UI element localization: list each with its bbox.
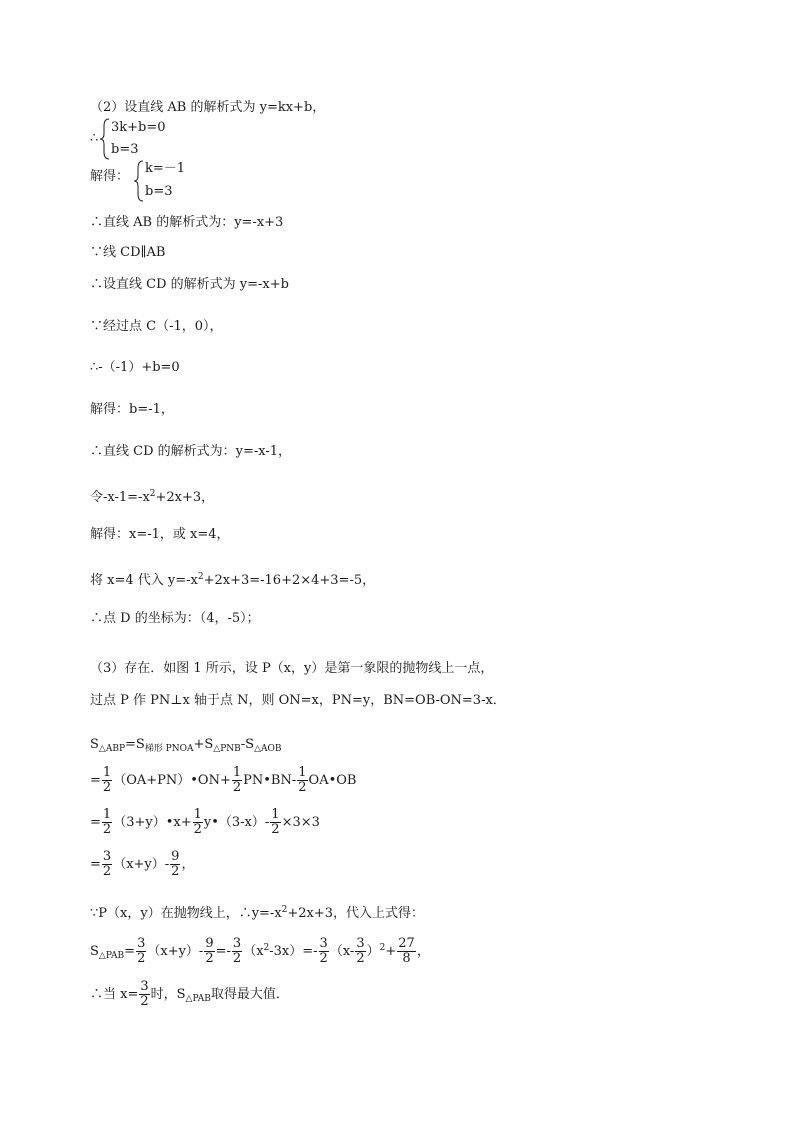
text: OA•OB bbox=[308, 773, 357, 788]
fraction bbox=[139, 980, 149, 1009]
exponent: 2 bbox=[281, 905, 288, 915]
numerator: 3 bbox=[356, 936, 365, 951]
exponent: 2 bbox=[379, 943, 386, 953]
text: 将 x=4 代入 y=-x bbox=[90, 573, 198, 588]
numerator: 3 bbox=[102, 849, 112, 864]
text: = bbox=[90, 773, 101, 788]
text: =- bbox=[215, 944, 231, 959]
text: （OA+PN）•ON+ bbox=[113, 773, 231, 788]
area-definition bbox=[90, 736, 282, 758]
line-point-d: ∴点 D 的坐标为：（4，-5）； bbox=[90, 611, 260, 626]
denominator: 2 bbox=[140, 994, 149, 1009]
text: +2x+3=-16+2×4+3=-5， bbox=[203, 573, 376, 588]
subscript: 梯形 PNOA bbox=[144, 744, 194, 754]
text: + bbox=[385, 944, 397, 959]
final-area-expression bbox=[90, 937, 430, 966]
text: S bbox=[90, 737, 99, 752]
line-cd-result: ∴直线 CD 的解析式为：y=-x-1， bbox=[90, 444, 292, 459]
numerator: 9 bbox=[171, 849, 180, 864]
text: （3+y）•x+ bbox=[113, 815, 192, 830]
line-solve-b: 解得：b=-1， bbox=[90, 402, 174, 417]
fraction bbox=[232, 937, 242, 966]
numerator: 3 bbox=[319, 936, 328, 951]
text: -S bbox=[240, 737, 255, 752]
solve-label: 解得： bbox=[90, 169, 130, 184]
text: = bbox=[90, 857, 101, 872]
text: 令-x-1=-x bbox=[90, 490, 150, 505]
exponent: 2 bbox=[197, 572, 204, 582]
denominator: 2 bbox=[298, 780, 307, 795]
numerator: 1 bbox=[193, 807, 202, 822]
equation-system-2 bbox=[90, 160, 230, 202]
numerator: 1 bbox=[232, 765, 242, 780]
numerator: 9 bbox=[205, 936, 214, 951]
text: （x+y）- bbox=[113, 857, 170, 872]
text: （x- bbox=[329, 944, 355, 959]
fraction bbox=[397, 937, 416, 966]
line-substitute-x bbox=[90, 568, 375, 590]
numerator: 1 bbox=[271, 807, 280, 822]
text: +2x+3， bbox=[155, 490, 215, 505]
equation-system-1 bbox=[90, 118, 210, 160]
line-ab-result: ∴直线 AB 的解析式为：y=-x+3 bbox=[90, 215, 284, 230]
fraction bbox=[232, 766, 242, 795]
part3-line2: 过点 P 作 PN⊥x 轴于点 N，则 ON=x，PN=y，BN=OB-ON=3-x． bbox=[90, 693, 506, 708]
text: +2x+3，代入上式得： bbox=[287, 906, 425, 921]
line-cd-assume: ∴设直线 CD 的解析式为 y=-x+b bbox=[90, 277, 289, 292]
brace-icon bbox=[134, 160, 144, 202]
line-cd-parallel: ∵线 CD∥AB bbox=[90, 245, 166, 260]
denominator: 2 bbox=[205, 951, 214, 966]
denominator: 2 bbox=[137, 951, 146, 966]
line-through-c: ∵经过点 C（-1，0）， bbox=[90, 319, 223, 334]
area-step-3 bbox=[90, 850, 194, 879]
denominator: 2 bbox=[102, 864, 112, 879]
denominator: 2 bbox=[102, 822, 112, 837]
fraction bbox=[297, 766, 307, 795]
subscript: △AOB bbox=[254, 744, 282, 754]
area-step-1 bbox=[90, 766, 356, 795]
denominator: 2 bbox=[271, 822, 280, 837]
subscript: △PAB bbox=[185, 994, 211, 1004]
text: ， bbox=[416, 944, 430, 959]
denominator: 2 bbox=[232, 780, 242, 795]
denominator: 2 bbox=[319, 951, 328, 966]
text: （x+y）- bbox=[147, 944, 204, 959]
line-set-equal bbox=[90, 485, 214, 507]
text: -3x）=- bbox=[269, 944, 318, 959]
area-step-2 bbox=[90, 808, 320, 837]
text: ×3×3 bbox=[281, 815, 320, 830]
max-value-line bbox=[90, 980, 289, 1009]
system2-eq2: b=3 bbox=[145, 184, 173, 199]
text: ） bbox=[366, 944, 380, 959]
numerator: 3 bbox=[232, 936, 242, 951]
system2-eq1: k=－1 bbox=[145, 161, 186, 176]
fraction bbox=[102, 766, 112, 795]
subscript: △ABP bbox=[98, 744, 125, 754]
system1-eq2: b=3 bbox=[111, 142, 139, 157]
part2-intro: （2）设直线 AB 的解析式为 y=kx+b， bbox=[90, 100, 326, 115]
text: +S bbox=[193, 737, 214, 752]
text: = bbox=[90, 815, 101, 830]
text: y•（3-x）- bbox=[203, 815, 270, 830]
numerator: 3 bbox=[140, 979, 149, 994]
text: ∴当 x= bbox=[90, 987, 139, 1002]
fraction bbox=[355, 937, 365, 966]
subscript: △PAB bbox=[98, 951, 125, 961]
fraction bbox=[102, 808, 112, 837]
line-solve-x: 解得：x=-1，或 x=4， bbox=[90, 527, 230, 542]
brace-icon bbox=[100, 118, 110, 160]
text: 取得最大值． bbox=[210, 987, 289, 1002]
therefore-symbol: ∴ bbox=[90, 131, 99, 146]
on-parabola-line bbox=[90, 901, 424, 923]
denominator: 2 bbox=[102, 780, 112, 795]
text: ， bbox=[181, 857, 195, 872]
fraction bbox=[136, 937, 146, 966]
text: S bbox=[90, 944, 99, 959]
system1-eq1: 3k+b=0 bbox=[111, 120, 166, 135]
numerator: 27 bbox=[398, 936, 415, 951]
denominator: 8 bbox=[402, 951, 411, 966]
numerator: 1 bbox=[102, 765, 112, 780]
denominator: 2 bbox=[171, 864, 180, 879]
fraction bbox=[102, 850, 112, 879]
part3-line1: （3）存在．如图 1 所示，设 P（x，y）是第一象限的抛物线上一点， bbox=[90, 661, 494, 676]
fraction bbox=[204, 937, 214, 966]
text: PN•BN- bbox=[243, 773, 297, 788]
text: = bbox=[124, 944, 136, 959]
exponent: 2 bbox=[263, 943, 270, 953]
fraction bbox=[270, 808, 280, 837]
text: （x bbox=[243, 944, 264, 959]
fraction bbox=[319, 937, 329, 966]
exponent: 2 bbox=[149, 489, 156, 499]
denominator: 2 bbox=[232, 951, 242, 966]
numerator: 1 bbox=[102, 807, 112, 822]
denominator: 2 bbox=[193, 822, 202, 837]
numerator: 3 bbox=[137, 936, 146, 951]
fraction bbox=[170, 850, 180, 879]
subscript: △PNB bbox=[213, 744, 241, 754]
line-substitute-c: ∴-（-1）+b=0 bbox=[90, 360, 180, 375]
text: =S bbox=[125, 737, 145, 752]
text: ∵P（x，y）在抛物线上，∴y=-x bbox=[90, 906, 282, 921]
denominator: 2 bbox=[356, 951, 365, 966]
text: 时，S bbox=[150, 987, 186, 1002]
fraction bbox=[193, 808, 203, 837]
numerator: 1 bbox=[298, 765, 307, 780]
